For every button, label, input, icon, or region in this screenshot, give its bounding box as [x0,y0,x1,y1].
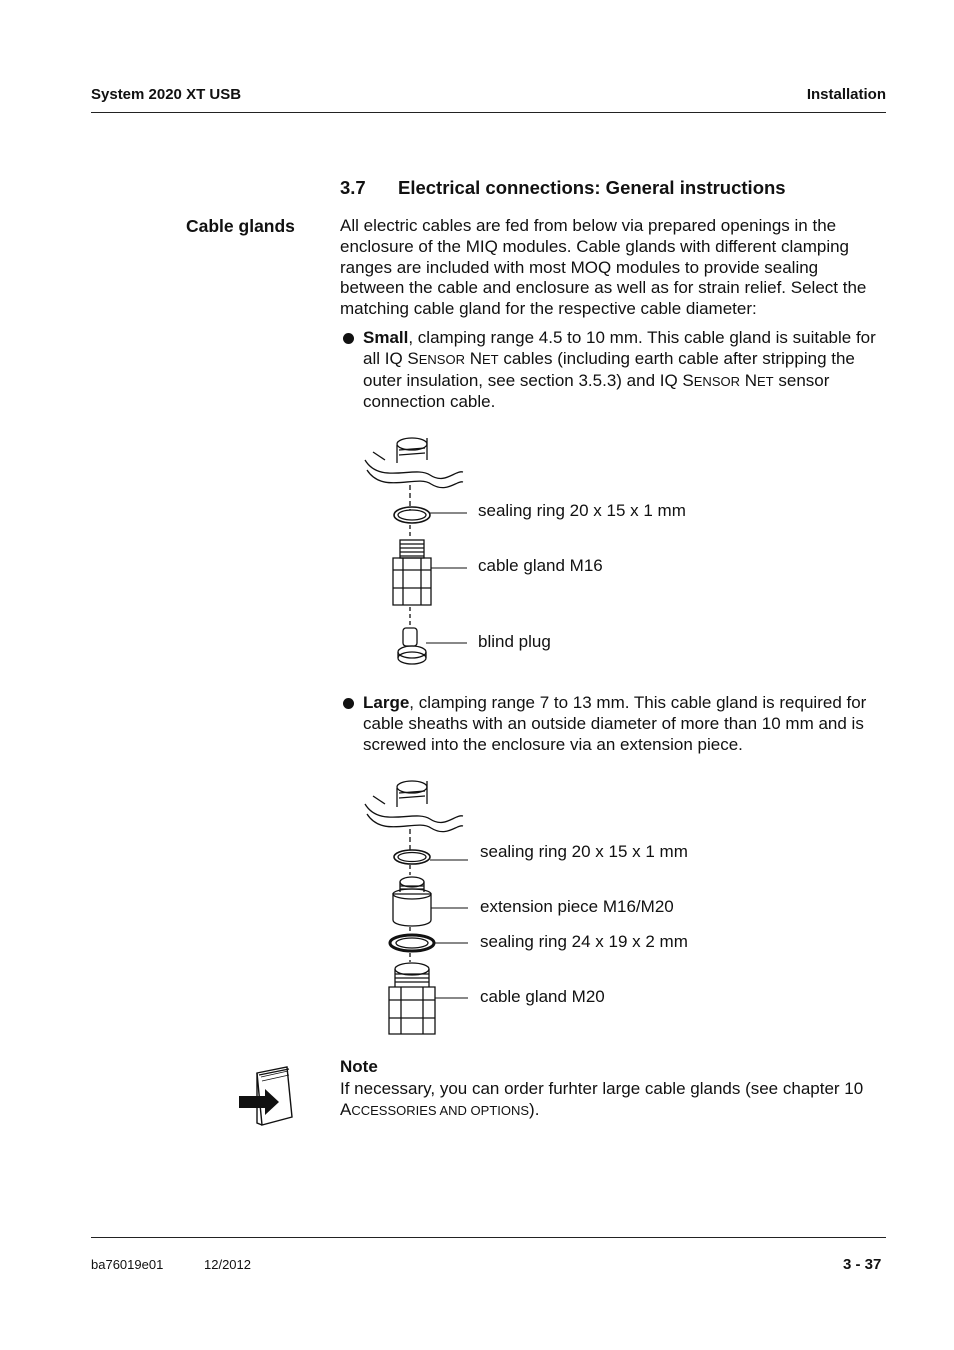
note-title: Note [340,1057,378,1076]
header-rule [91,112,886,113]
note-text-end: ). [529,1100,540,1119]
footer-date: 12/2012 [204,1257,251,1272]
note-text [340,1078,890,1121]
sc-cap: N [744,370,758,390]
callout-cable-gland-m16: cable gland M16 [478,556,603,575]
header-doc-title: System 2020 XT USB [91,86,242,103]
sc-rest: CCESSORIES AND OPTIONS [351,1103,530,1118]
footer-rule [91,1237,886,1238]
sc-rest: ENSOR [418,351,465,367]
sc-rest: ENSOR [693,373,740,389]
callout-blind-plug: blind plug [478,632,551,651]
section-number: 3.7 [340,177,366,198]
bullet-small-text-1: , clamping range 4.5 to 10 mm. This cable gland is suitable for all IQ [363,328,876,368]
bullet-large-term: Large [363,693,410,712]
bullet-small-dot [343,333,354,344]
bullet-small-text [363,328,887,413]
sc-cap: S [407,348,419,368]
note-book-arrow-icon [237,1065,297,1130]
intro-paragraph: All electric cables are fed from below via prepared openings in the enclosure of the MIQ modules. Cable glands with different clamping ranges are included with most MOQ modules to provide sealing between the cable and enclosure as well as for strain relief. Select the matching cable gland for the respective cable diameter: [340,216,867,319]
header-chapter: Installation [806,86,886,103]
sc-cap: A [340,1100,352,1119]
sc-rest: ET [757,373,774,389]
figure-small-gland-diagram [355,430,485,675]
section-title: Electrical connections: General instructions [398,177,786,198]
sc-rest: ET [482,351,499,367]
bullet-large-body: , clamping range 7 to 13 mm. This cable gland is required for cable sheaths with an outside diameter of more than 10 mm and is screwed into the enclosure via an extension piece. [363,693,867,754]
bullet-large-text [363,693,887,755]
bullet-small-term: Small [363,328,409,347]
callout-sealing-ring-20-large: sealing ring 20 x 15 x 1 mm [480,842,688,861]
callout-extension-piece: extension piece M16/M20 [480,897,674,916]
note-text-body: If necessary, you can order furhter large cable glands (see chapter 10 [340,1079,864,1098]
page-number: 3 - 37 [843,1256,882,1273]
footer-doc-id: ba76019e01 [91,1257,164,1272]
bullet-small-text-2: cables (including earth cable after stripping the outer insulation, see section 3.5.3) and IQ [363,348,855,390]
figure-large-gland-diagram [355,772,485,1044]
sc-cap: S [682,370,694,390]
bullet-small-text-3: sensor connection cable. [363,370,830,412]
sc-cap: N [469,348,482,368]
bullet-large-dot [343,698,354,709]
callout-sealing-ring-24: sealing ring 24 x 19 x 2 mm [480,932,688,951]
callout-cable-gland-m20: cable gland M20 [480,987,605,1006]
side-label-cable-glands: Cable glands [186,216,295,236]
callout-sealing-ring-20: sealing ring 20 x 15 x 1 mm [478,501,686,520]
